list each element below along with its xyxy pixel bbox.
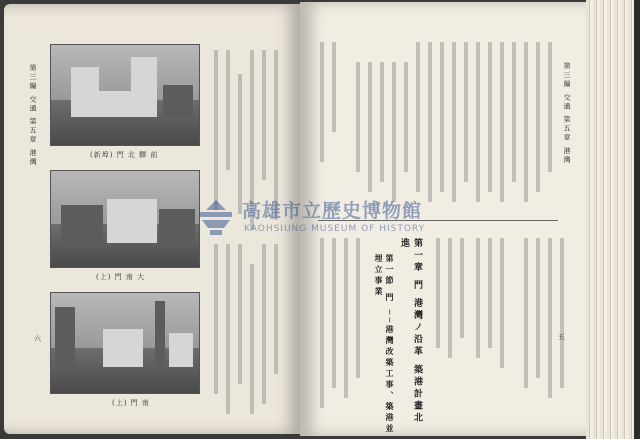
photo-south-gate xyxy=(50,292,200,394)
left-running-head: 第三編 交通 第五章 港灣 xyxy=(29,64,37,167)
photo-gate xyxy=(50,170,200,268)
museum-logo-icon xyxy=(196,198,236,238)
chapter-title: 第一章 門 港灣ノ沿革 築港計畫北進 xyxy=(399,238,422,425)
photo-caption-3: (上) 門 南 xyxy=(112,399,150,407)
photo-station xyxy=(50,44,200,146)
right-running-head: 第三編 交通 第五章 港灣 xyxy=(563,62,571,165)
museum-watermark xyxy=(196,196,456,242)
section-title: 第一節 門 ──港灣改築工事、築港並埋立事業 xyxy=(374,254,395,436)
right-page-number: 五 xyxy=(558,333,565,341)
watermark-english: KAOHSIUNG MUSEUM OF HISTORY xyxy=(244,224,426,234)
left-page-number: 六 xyxy=(34,335,41,343)
photo-caption-1: (新埠) 門 北 驛 前 xyxy=(90,151,159,159)
page-edges xyxy=(586,0,636,439)
book-cover xyxy=(634,0,640,439)
watermark-chinese: 高雄市立歷史博物館 xyxy=(242,200,423,222)
photo-caption-2: (上) 門 南 大 xyxy=(96,273,146,281)
